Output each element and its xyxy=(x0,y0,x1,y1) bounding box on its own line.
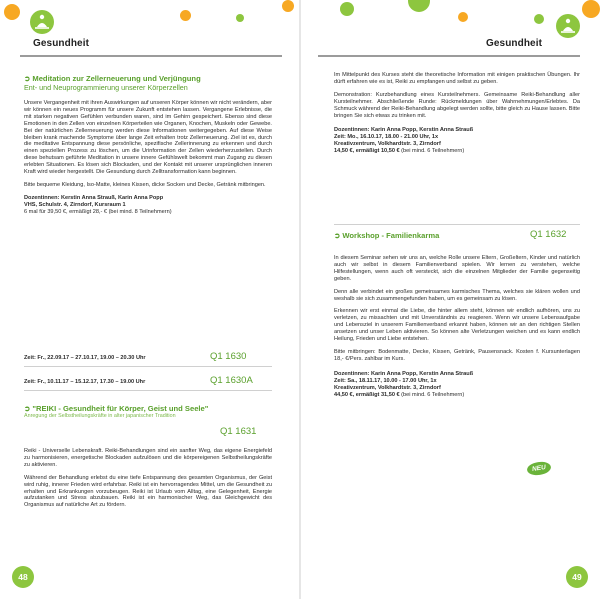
deco-circle-icon xyxy=(582,0,600,18)
arrow-right-icon: ➲ xyxy=(334,231,341,240)
course-price: 14,50 €, ermäßigt 10,50 € (bei mind. 6 Teilnehmern) xyxy=(334,148,465,155)
divider xyxy=(24,390,272,391)
section-title-left: Gesundheit xyxy=(33,38,90,49)
deco-circle-icon xyxy=(408,0,430,12)
right-page-column xyxy=(334,72,580,155)
arrow-right-icon: ➲ xyxy=(24,404,31,413)
course-price: 44,50 €, ermäßigt 31,50 € (bei mind. 6 Teilnehmern) xyxy=(334,391,465,398)
course-lecturers: Dozentinnen: Kerstin Anna Strauß, Karin Anna Popp xyxy=(24,194,164,201)
reiki-description xyxy=(24,448,272,513)
course-title: ➲ Meditation zur Zellerneuerung und Verjüngung xyxy=(24,74,201,83)
new-badge: NEU xyxy=(526,460,552,476)
course-description: Reiki - Universelle Lebenskraft. Reiki-Behandlungen sind ein sanfter Weg, das eigene Energiefeld zu harmonisieren, energetische Blockaden aufzulösen und die körpereigenen Selbstheilungskräfte zu aktivieren. xyxy=(24,448,272,468)
course-venue: VHS, Schulstr. 4, Zirndorf, Kursraum 1 xyxy=(24,201,126,208)
left-page-column xyxy=(24,74,272,216)
course-title: ➲ Workshop - Familienkarma xyxy=(334,231,440,240)
course-subtitle: Anregung der Selbstheilungskräfte in alter japanischer Tradition xyxy=(24,413,176,419)
deco-circle-icon xyxy=(340,2,354,16)
course-venue: Kreativzentrum, Volkhardtstr. 3, Zirndorf xyxy=(334,384,441,391)
deco-circle-icon xyxy=(236,14,244,22)
course-description: Im Mittelpunkt des Kurses steht die theoretische Information mit einigen praktischen Übungen. Ihr dürft erfahren wie es ist, Reiki zu empfangen und selbst zu geben. xyxy=(334,72,580,85)
course-lecturers: Dozentinnen: Karin Anna Popp, Kerstin Anna Strauß xyxy=(334,370,474,377)
course-description: Erkennen wir erst einmal die Liebe, die hinter allem steht, können wir endlich aufhören, uns zu verletzen, zu missachten und mit Unverständnis zu reagieren. Wenn wir unsere Lebensaufgabe und Lebensziel in unserem Familienverband erkannt haben, können wir an den richtigen Stellen ansetzen und unser Leben aktivieren. So können alte Verletzungen weichen und es kann endlich Heilung, Frieden und Liebe entstehen. xyxy=(334,308,580,343)
deco-circle-icon xyxy=(180,10,191,21)
course-date-1: Zeit: Fr., 22.09.17 – 27.10.17, 19.00 – 20.30 Uhr xyxy=(24,355,146,361)
course-subtitle: Ent- und Neuprogrammierung unserer Körperzellen xyxy=(24,83,188,92)
course-venue: Kreativzentrum, Volkhardtstr. 3, Zirndorf xyxy=(334,141,441,148)
divider xyxy=(334,224,580,225)
course-code-2: Q1 1630A xyxy=(210,375,253,386)
deco-circle-icon xyxy=(458,12,468,22)
course-date: Zeit: Mo., 16.10.17, 18.00 - 21.00 Uhr, 1x xyxy=(334,134,439,141)
course-lecturers: Dozentinnen: Karin Anna Popp, Kerstin Anna Strauß xyxy=(334,127,474,134)
arrow-right-icon: ➲ xyxy=(24,74,31,83)
page-number-left: 48 xyxy=(12,566,34,588)
page-number-right: 49 xyxy=(566,566,588,588)
course-date-2: Zeit: Fr., 10.11.17 – 15.12.17, 17.30 – 19.00 Uhr xyxy=(24,379,146,385)
divider xyxy=(24,366,272,367)
meditation-logo-icon xyxy=(556,14,580,38)
deco-circle-icon xyxy=(282,0,294,12)
course-description: Während der Behandlung erlebst du eine tiefe Entspannung des gesamten Organismus, der Geist wird ruhig, innerer Frieden wird erfahrbar. Reiki ist ein hervorragendes Mittel, um die Gesundheit zu erhalten und Erkrankungen vorzubeugen. Reiki ist Urlaub vom Alltag, eine Gelegenheit, Energie aufzutanken und Stress abzubauen. Reiki ist ein harmonischer Weg, das Gleichgewicht des Organismus auf natürliche Art zu fördern. xyxy=(24,474,272,509)
course-description: In diesem Seminar sehen wir uns an, welche Rolle unsere Eltern, Großeltern, Kinder und natürlich auch wir selbst in diesem Familienverband spielen. Wir lernen zu verstehen, welche Hilfestellungen, wenn auch oft versteckt, sich die einzelnen Mitglieder der Familie gegenseitig geben. xyxy=(334,255,580,282)
header-rule-right xyxy=(318,55,580,57)
course-description: Demonstration: Kurzbehandlung eines Kursteilnehmers. Gemeinsame Reiki-Behandlung aller Kursteilnehmer. Abschließende Runde: Rückmeldungen über Wahrnehmungen/Erlebtes. Da Schmuck während der Reiki-Behandlung abgelegt werden sollte, bitte gleich zu Hause lassen. Bitte bringen Sie sich etwas zu trinken mit. xyxy=(334,91,580,119)
header-rule-left xyxy=(20,55,282,57)
course-code: Q1 1631 xyxy=(220,426,257,437)
reiki-course-block xyxy=(24,404,272,419)
course-code-1: Q1 1630 xyxy=(210,351,247,362)
course-bring-along: Bitte mitbringen: Bodenmatte, Decke, Kissen, Getränk, Pausensnack. Kosten f. Kursunterlagen 18,- €/Pers. zahlbar im Kurs. xyxy=(334,348,580,362)
section-title-right: Gesundheit xyxy=(486,38,543,49)
deco-circle-icon xyxy=(4,4,20,20)
course-bring-along: Bitte bequeme Kleidung, Iso-Matte, kleines Kissen, dicke Socken und Decke, Getränk mitbringen. xyxy=(24,181,266,188)
course-price: 6 mal für 39,50 €, ermäßigt 28,- € (bei mind. 8 Teilnehmern) xyxy=(24,208,172,215)
deco-circle-icon xyxy=(534,14,544,24)
course-code: Q1 1632 xyxy=(530,229,567,240)
course-description: Denn alle verbindet ein großes gemeinsames karmisches Thema, welches sie klären wollen und weshalb sie sich zusammengefunden haben, um es gemeinsam zu lösen. xyxy=(334,288,580,302)
page-gutter xyxy=(299,0,301,599)
course-description: Unsere Vergangenheit mit ihren Auswirkungen auf unseren Körper können wir nicht verändern, aber wir können ein neues Programm für unsere Zukunft entstehen lassen. Vergangene Erlebnisse, die mit starken negativen Gefühlen verbunden waren, sind im Gehirn gespeichert. Ebenso sind diese Emotionen in den Zellen von einzelnen Körperteilen wie Organen, Knochen, Muskeln oder Gewebe. Bei der natürlichen Zellerneuerung werden diese Informationen weitergegeben. Auf diese Weise bleiben krank machende Symptome über lange Zeit erhalten trotz Zellerneuerung. Ziel ist es, durch die meditative Entspannung diese persönliche, spezifische Zellerinnerung zu erkennen und durch einen speziellen Prozess zu löschen, um die Urinformation der Zellen wiederherzustellen. Durch diese behutsam geführte Meditation in unsere innere Gefühlswelt bekommt man Zugang zu diesen erlebten Situationen. Es lösen sich Blockaden, und der Kontakt mit unserer ursprünglichen inneren Kraft wird wieder hergestellt. Die Gesundung durch Zelltransformation kann beginnen. xyxy=(24,100,272,176)
course-date: Zeit: Sa., 18.11.17, 10.00 - 17.00 Uhr, 1x xyxy=(334,377,437,384)
meditation-logo-icon xyxy=(30,10,54,34)
workshop-description xyxy=(334,255,580,398)
course-title: ➲ "REIKI - Gesundheit für Körper, Geist und Seele" xyxy=(24,404,209,413)
